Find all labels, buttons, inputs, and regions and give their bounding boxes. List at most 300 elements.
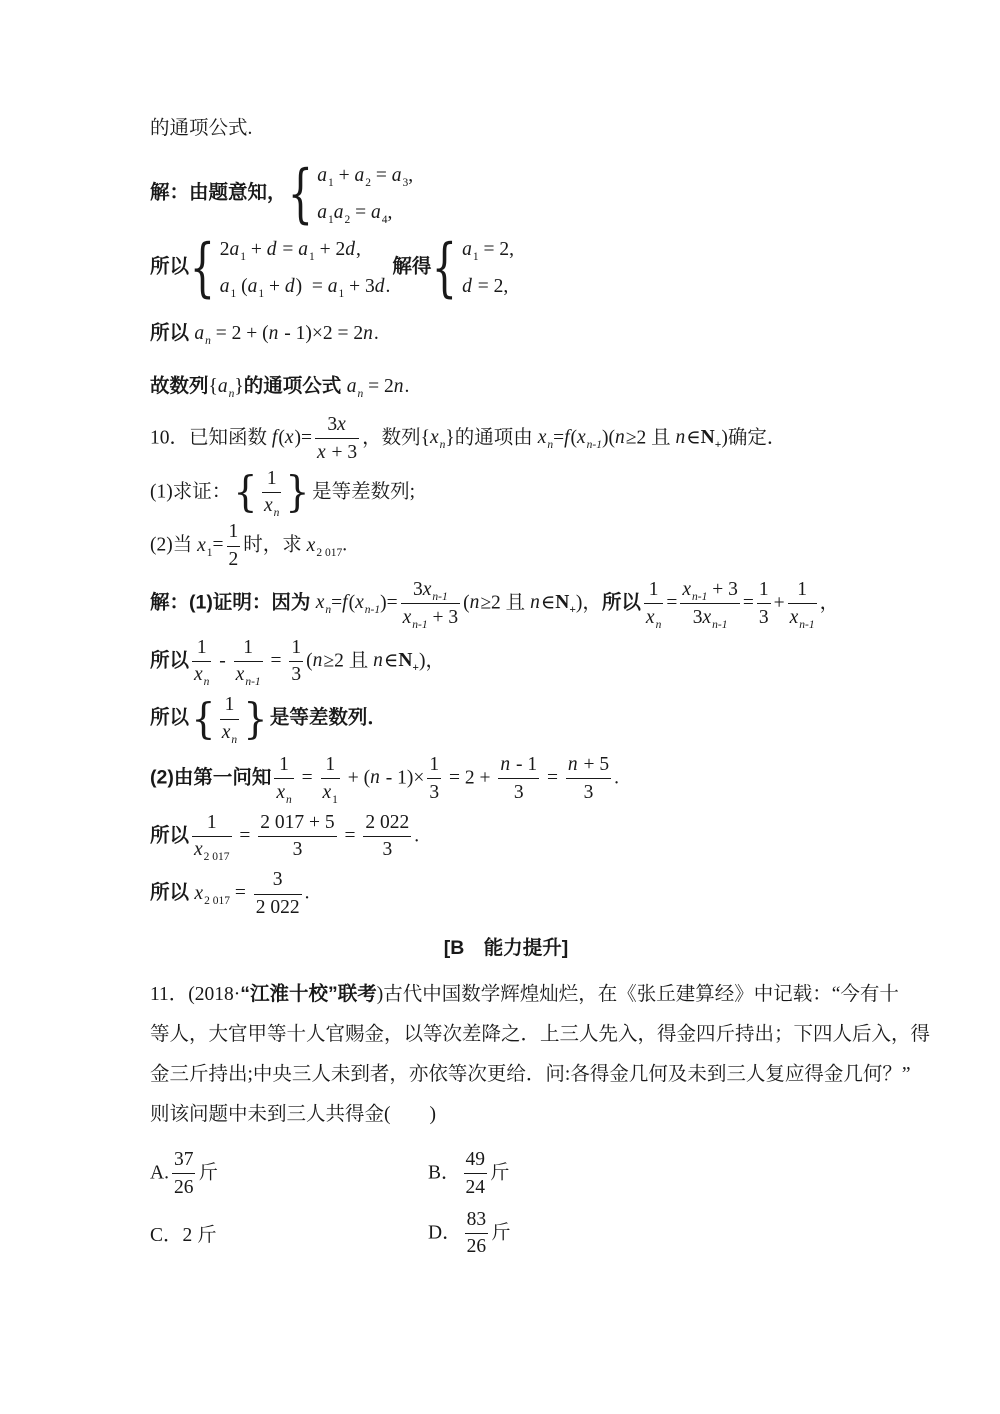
- fraction-numerator: [271, 869, 285, 891]
- equation-system: [287, 157, 414, 231]
- variable-glyph: a: [391, 165, 402, 187]
- fraction-numerator: [241, 637, 255, 659]
- fraction-denominator: [227, 549, 241, 571]
- variable-glyph: x: [316, 441, 326, 463]
- math-variable: [298, 239, 315, 264]
- text-run: 的通项由: [454, 427, 538, 449]
- text-run: 所以: [150, 255, 190, 278]
- math-subscript: n: [203, 676, 210, 689]
- math-fraction: [757, 579, 771, 629]
- math-operator: )×: [406, 767, 425, 789]
- math-operator: ∈: [686, 427, 701, 449]
- math-operator: =: [339, 824, 361, 846]
- math-number: 1: [758, 578, 769, 600]
- variable-glyph: x: [355, 592, 364, 614]
- math-operator: +: [333, 165, 355, 187]
- variable-glyph: x: [422, 578, 432, 600]
- text-run: 所以: [150, 706, 190, 729]
- solution10-difference: [150, 637, 862, 687]
- math-variable: [462, 276, 473, 297]
- math-number: 1: [243, 636, 254, 658]
- math-operator: +: [427, 606, 449, 628]
- math-fraction: [220, 694, 239, 744]
- fraction-denominator: [321, 782, 340, 804]
- math-variable: [327, 275, 345, 300]
- fraction-numerator: [498, 754, 539, 776]
- fraction-numerator: [680, 579, 740, 601]
- math-subscript: n: [228, 387, 235, 400]
- math-subscript: n-1: [586, 439, 603, 452]
- text-run: 解得: [392, 255, 432, 278]
- fraction-numerator: [757, 579, 771, 601]
- fraction-bar: [234, 661, 263, 662]
- math-fraction: [788, 579, 817, 629]
- left-brace-icon: {: [191, 694, 216, 744]
- variable-glyph: x: [537, 427, 547, 449]
- math-variable: [346, 376, 364, 400]
- variable-glyph: f: [342, 592, 348, 614]
- math-variable: [615, 427, 626, 448]
- math-operator: (: [236, 275, 248, 297]
- math-number: 3: [412, 578, 423, 600]
- math-number: 1: [266, 467, 277, 489]
- math-operator: =: [553, 427, 565, 449]
- math-subscript: n-1: [799, 618, 815, 631]
- text-run: A.: [150, 1162, 169, 1184]
- math-subscript: n-1: [691, 590, 708, 603]
- math-variable: [394, 376, 405, 397]
- math-subscript: 1: [206, 546, 213, 559]
- math-fraction: [234, 637, 263, 687]
- math-variable: [276, 781, 292, 806]
- math-number: 3: [513, 781, 524, 803]
- math-variable: [577, 427, 603, 452]
- math-operator: =: [212, 534, 224, 556]
- math-operator: +: [707, 578, 729, 600]
- math-operator: =: [444, 767, 465, 789]
- math-operator: .: [342, 534, 348, 556]
- math-variable: [194, 323, 211, 347]
- text-run: C．2 斤: [150, 1225, 217, 1247]
- math-variable: [267, 239, 278, 260]
- math-operator: -: [380, 767, 398, 789]
- solution10-proof: [150, 579, 862, 629]
- math-number: 2: [219, 239, 230, 261]
- fraction-bar: [680, 603, 740, 604]
- text-run: 斤: [198, 1162, 218, 1184]
- text-run: )古代中国数学辉煌灿烂，在《张丘建算经》中记载：“今有十: [376, 983, 899, 1005]
- section-b-header: [150, 935, 862, 962]
- variable-glyph: n: [675, 427, 686, 449]
- text-run: 是等差数列．: [269, 706, 387, 729]
- math-operator: {: [208, 376, 218, 397]
- equation-system: [432, 231, 514, 305]
- math-subscript: n-1: [364, 604, 381, 617]
- right-brace-icon: }: [243, 694, 268, 744]
- left-brace-icon: {: [287, 157, 313, 231]
- math-operator: ,: [509, 239, 514, 261]
- fraction-denominator: [644, 607, 663, 629]
- math-variable: [194, 882, 230, 907]
- math-variable: [530, 592, 541, 613]
- math-fraction: [192, 637, 211, 687]
- math-operator: .: [304, 882, 310, 904]
- math-number: 49: [465, 1148, 486, 1170]
- text-run: 时，求: [243, 534, 307, 556]
- variable-glyph: x: [682, 578, 691, 600]
- math-operator: =: [350, 201, 371, 223]
- fraction-denominator: [315, 442, 359, 464]
- math-set-symbol: $N_+$: [700, 427, 722, 452]
- math-number: 2: [464, 767, 475, 789]
- braced-sequence: [232, 468, 311, 518]
- variable-glyph: x: [789, 606, 799, 628]
- fraction-bar: [427, 778, 441, 779]
- math-fraction: [464, 1149, 488, 1199]
- math-variable: [422, 578, 448, 603]
- options-row-2: [150, 1209, 862, 1259]
- math-number: 2: [228, 549, 239, 571]
- fraction-bar: [363, 836, 411, 837]
- variable-glyph: x: [263, 495, 273, 517]
- fraction-bar: [757, 603, 771, 604]
- math-operator: +: [344, 275, 365, 297]
- math-operator: }: [234, 376, 244, 397]
- math-variable: [285, 276, 296, 297]
- variable-glyph: x: [322, 781, 332, 803]
- text-run: (1)求证：: [150, 480, 232, 502]
- fraction-denominator: [289, 664, 303, 686]
- math-fraction: [498, 754, 539, 804]
- math-operator: =: [234, 824, 256, 846]
- math-fraction: [363, 812, 411, 862]
- math-number: 1: [429, 753, 440, 775]
- math-variable: [645, 606, 662, 631]
- system-rows: [317, 163, 413, 225]
- variable-glyph: f: [564, 427, 570, 449]
- variable-glyph: x: [430, 427, 439, 449]
- variable-glyph: x: [284, 427, 294, 449]
- math-subscript: 2 017: [203, 851, 230, 864]
- fraction-numerator: [205, 812, 219, 834]
- math-variable: [247, 275, 265, 300]
- math-number: 2: [499, 239, 510, 261]
- variable-glyph: n: [373, 649, 383, 671]
- fraction-bar: [192, 836, 232, 837]
- math-subscript: 2 017: [204, 894, 230, 907]
- text-run: 解：由题意知，: [150, 181, 287, 204]
- math-number: 2: [231, 323, 242, 344]
- fraction-numerator: [195, 637, 209, 659]
- variable-glyph: n: [615, 427, 625, 449]
- math-operator: =: [229, 882, 251, 904]
- math-subscript: 1: [230, 287, 237, 300]
- math-variable: [263, 495, 280, 520]
- text-run: B．: [428, 1162, 461, 1184]
- fraction-numerator: [795, 579, 809, 601]
- math-operator: =: [332, 323, 354, 344]
- fraction-denominator: [464, 1177, 488, 1199]
- variable-glyph: a: [229, 239, 240, 261]
- math-variable: [315, 592, 332, 617]
- solution9-system1: [150, 157, 862, 231]
- math-fraction: [427, 754, 441, 804]
- math-operator: =: [666, 592, 678, 614]
- math-variable: [221, 722, 238, 746]
- math-operator: =: [478, 239, 500, 261]
- variable-glyph: x: [577, 427, 586, 449]
- math-operator: ≥: [480, 592, 492, 614]
- variable-glyph: n: [370, 767, 380, 789]
- problem11-line3: [150, 1055, 911, 1095]
- equation-row: [317, 163, 413, 188]
- problem11-line1: [150, 974, 899, 1015]
- variable-glyph: a: [194, 323, 205, 344]
- text-run: 则该问题中未到三人共得金( ): [150, 1103, 436, 1125]
- intro-tail: [150, 114, 862, 144]
- math-subscript: 2: [365, 177, 371, 190]
- math-variable: [675, 427, 686, 448]
- math-subscript: n: [357, 387, 364, 400]
- fraction-numerator: [647, 579, 661, 601]
- math-number: 1: [797, 578, 807, 600]
- math-subscript: 1: [327, 177, 334, 190]
- text-run: D．: [428, 1221, 462, 1243]
- math-subscript: n-1: [412, 618, 428, 631]
- fraction-bar: [465, 1233, 489, 1234]
- fraction-denominator: [757, 607, 771, 629]
- fraction-denominator: [254, 897, 302, 919]
- fraction-bar: [401, 603, 461, 604]
- math-subscript: 4: [381, 213, 388, 226]
- solution10-x2017-frac: [150, 812, 862, 862]
- variable-glyph: n: [393, 376, 404, 397]
- text-run: 且: [500, 592, 531, 614]
- math-operator: )=: [380, 592, 398, 614]
- variable-glyph: x: [276, 781, 285, 803]
- text-run: 所以: [150, 322, 195, 344]
- math-operator: ，: [819, 592, 840, 614]
- equation-system: [189, 231, 391, 305]
- fraction-bar: [788, 603, 817, 604]
- text-run: 解：(1)证明：因为: [150, 591, 316, 614]
- variable-glyph: a: [217, 376, 228, 397]
- math-subscript: n: [325, 604, 332, 617]
- math-variable: [306, 534, 343, 559]
- math-number: 3: [692, 606, 703, 628]
- math-subscript: 2 017: [316, 546, 343, 559]
- solution10-conclusion: [150, 694, 862, 744]
- math-number: 3: [583, 781, 594, 803]
- math-subscript: +: [569, 604, 576, 617]
- option-left: [150, 1219, 428, 1247]
- text-run: 且: [646, 427, 676, 449]
- math-operator: +: [578, 753, 600, 775]
- fraction-numerator: [566, 754, 611, 776]
- math-number: 2: [322, 323, 333, 344]
- math-operator: (: [348, 592, 356, 614]
- math-variable: [337, 414, 347, 435]
- fraction-numerator: [223, 694, 237, 716]
- math-subscript: 1: [308, 251, 315, 264]
- options-row-1: [150, 1149, 862, 1199]
- math-operator: =: [472, 275, 494, 297]
- problem10-part2: [150, 521, 862, 571]
- math-number: 24: [465, 1176, 486, 1198]
- variable-glyph: n: [363, 323, 373, 344]
- text-run: 确定．: [727, 427, 787, 449]
- math-number: 2: [636, 427, 647, 449]
- math-number: 3: [448, 606, 459, 628]
- math-operator: ): [721, 427, 728, 449]
- variable-glyph: x: [337, 414, 346, 435]
- math-number: 2: [383, 376, 394, 397]
- math-operator: =: [370, 165, 392, 187]
- variable-glyph: a: [317, 201, 327, 223]
- math-subscript: 1: [332, 793, 338, 806]
- text-run: ，数列: [362, 427, 421, 449]
- math-operator: +: [245, 239, 267, 261]
- math-operator: =: [742, 592, 754, 614]
- solution10-part2: [150, 754, 862, 804]
- math-subscript: +: [412, 661, 419, 674]
- math-operator: ≥: [323, 649, 335, 671]
- math-operator: (: [463, 592, 470, 614]
- math-operator: -: [511, 753, 528, 775]
- math-number: 1: [206, 811, 217, 833]
- fraction-denominator: [172, 1177, 196, 1199]
- math-subscript: 1: [258, 287, 265, 300]
- math-variable: [537, 427, 554, 452]
- fraction-denominator: [274, 782, 293, 804]
- text-run: 金三斤持出;中央三人未到者，亦依等次更给．问:各得金几何及未到三人复应得金几何？”: [150, 1063, 911, 1085]
- math-subscript: n-1: [245, 676, 261, 689]
- math-number: 5: [599, 753, 610, 775]
- sequence-term: [217, 694, 242, 744]
- fraction-bar: [644, 603, 663, 604]
- math-number: 1: [397, 767, 407, 789]
- math-subscript: n: [655, 618, 662, 631]
- fraction-numerator: [465, 1209, 489, 1231]
- math-operator: +: [474, 767, 496, 789]
- math-subscript: 1: [338, 287, 345, 300]
- variable-glyph: a: [346, 376, 357, 397]
- equation-row: [220, 274, 391, 299]
- math-number: 2 022: [255, 897, 300, 919]
- variable-glyph: x: [702, 606, 712, 628]
- equation-row: [462, 274, 514, 299]
- problem11-line2: [150, 1015, 931, 1055]
- math-operator: )×: [305, 323, 323, 344]
- solution9-system2: [150, 231, 862, 305]
- math-variable: [197, 534, 213, 559]
- fraction-numerator: [325, 414, 348, 436]
- fraction-denominator: [691, 607, 730, 629]
- variable-glyph: d: [345, 239, 355, 261]
- math-operator: ,: [503, 275, 509, 297]
- math-operator: =: [277, 239, 299, 261]
- math-number: 83: [466, 1208, 487, 1230]
- math-variable: [702, 606, 728, 631]
- math-subscript: n: [273, 507, 280, 520]
- math-operator: ∈: [383, 649, 399, 671]
- fraction-bar: [258, 836, 336, 837]
- fraction-denominator: [380, 839, 394, 861]
- fraction-denominator: [512, 782, 526, 804]
- math-fraction: [274, 754, 293, 804]
- math-number: 3: [347, 441, 358, 463]
- math-number: 1: [279, 753, 289, 775]
- equation-row: [462, 237, 514, 262]
- math-operator: -: [279, 323, 296, 344]
- right-brace-icon: }: [285, 467, 310, 517]
- math-number: 3: [382, 839, 393, 861]
- fraction-numerator: [363, 812, 411, 834]
- text-run: 且: [343, 649, 374, 671]
- math-variable: [217, 376, 235, 400]
- variable-glyph: d: [266, 239, 277, 261]
- text-run: [B 能力提升]: [443, 936, 569, 959]
- fraction-denominator: [401, 607, 461, 629]
- math-operator: .: [373, 323, 379, 344]
- math-operator: =: [265, 649, 287, 671]
- fraction-numerator: [277, 754, 291, 776]
- text-run: 所以: [150, 823, 190, 846]
- variable-glyph: d: [374, 275, 385, 297]
- math-number: 2: [493, 275, 504, 297]
- variable-glyph: a: [219, 275, 230, 297]
- fraction-bar: [321, 778, 340, 779]
- variable-glyph: n: [530, 592, 540, 614]
- fraction-denominator: [582, 782, 596, 804]
- math-subscript: n-1: [712, 618, 728, 631]
- variable-glyph: n: [268, 323, 279, 344]
- text-run: (2)当: [150, 534, 198, 556]
- math-operator: )(: [602, 427, 616, 449]
- math-fraction: [172, 1149, 196, 1199]
- fraction-bar: [262, 492, 281, 493]
- variable-glyph: x: [194, 882, 204, 904]
- math-variable: [500, 754, 511, 775]
- math-variable: [391, 165, 409, 190]
- text-run: 斤: [490, 1162, 510, 1184]
- fraction-bar: [289, 661, 303, 662]
- fraction-bar: [464, 1173, 488, 1174]
- system-rows: [220, 237, 391, 299]
- math-fraction: [680, 579, 740, 629]
- fraction-bar: [172, 1173, 196, 1174]
- math-operator: +: [326, 441, 348, 463]
- math-set-symbol: $N_+$: [398, 649, 419, 674]
- math-variable: [333, 201, 351, 226]
- left-brace-icon: {: [432, 231, 458, 305]
- math-operator: )，: [575, 592, 602, 614]
- math-variable: [313, 650, 324, 671]
- variable-glyph: x: [402, 606, 412, 628]
- math-variable: [229, 239, 246, 264]
- math-operator: ) =: [295, 275, 328, 297]
- math-number: 1: [291, 636, 302, 658]
- math-fraction: [192, 812, 232, 862]
- fraction-numerator: [323, 754, 337, 776]
- math-variable: [269, 323, 280, 344]
- variable-glyph: a: [298, 239, 308, 261]
- text-run: 10．已知函数: [150, 427, 272, 449]
- text-run: 斤: [491, 1221, 511, 1243]
- math-operator: -: [214, 649, 231, 671]
- math-fraction: [289, 637, 303, 687]
- left-brace-icon: {: [233, 467, 258, 517]
